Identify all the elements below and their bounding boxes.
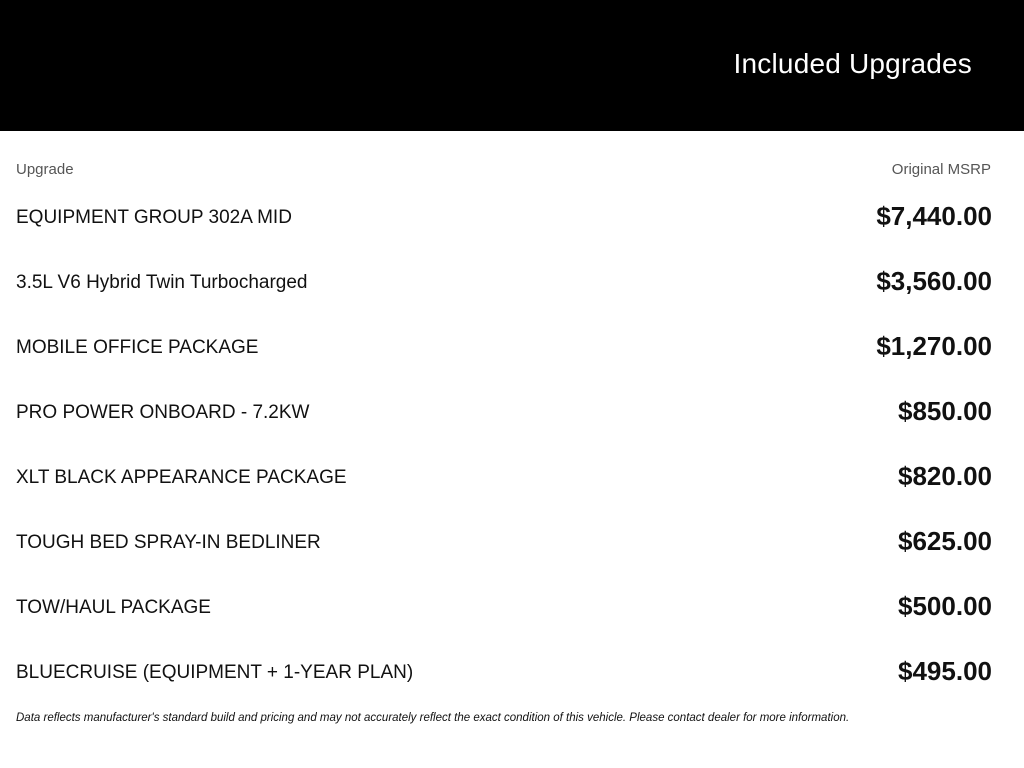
column-header-upgrade: Upgrade bbox=[16, 161, 74, 178]
upgrade-name: 3.5L V6 Hybrid Twin Turbocharged bbox=[16, 272, 308, 293]
upgrade-price: $850.00 bbox=[898, 396, 992, 426]
upgrade-price: $495.00 bbox=[898, 656, 992, 686]
list-item bbox=[0, 380, 1024, 445]
header-bar bbox=[0, 0, 1024, 131]
upgrade-name: BLUECRUISE (EQUIPMENT + 1-YEAR PLAN) bbox=[16, 662, 414, 683]
upgrade-price: $500.00 bbox=[898, 591, 992, 621]
upgrade-price: $3,560.00 bbox=[876, 266, 992, 296]
disclaimer-text: Data reflects manufacturer's standard build and pricing and may not accurately reflect the exact condition of this vehicle. Please contact dealer for more information. bbox=[16, 712, 850, 724]
upgrade-price: $625.00 bbox=[898, 526, 992, 556]
upgrade-price: $820.00 bbox=[898, 461, 992, 491]
upgrade-price: $1,270.00 bbox=[876, 331, 992, 361]
upgrade-price: $7,440.00 bbox=[876, 201, 992, 231]
list-item bbox=[0, 250, 1024, 315]
list-item bbox=[0, 315, 1024, 380]
upgrade-name: TOW/HAUL PACKAGE bbox=[16, 597, 211, 618]
upgrade-name: EQUIPMENT GROUP 302A MID bbox=[16, 207, 292, 228]
list-item bbox=[0, 640, 1024, 705]
list-item bbox=[0, 575, 1024, 640]
upgrade-name: MOBILE OFFICE PACKAGE bbox=[16, 337, 259, 358]
upgrade-name: TOUGH BED SPRAY-IN BEDLINER bbox=[16, 532, 321, 553]
column-header-msrp: Original MSRP bbox=[891, 161, 991, 178]
list-item bbox=[0, 185, 1024, 250]
list-item bbox=[0, 510, 1024, 575]
upgrade-name: PRO POWER ONBOARD - 7.2KW bbox=[16, 402, 310, 423]
list-item bbox=[0, 445, 1024, 510]
upgrade-name: XLT BLACK APPEARANCE PACKAGE bbox=[16, 467, 347, 488]
upgrades-list bbox=[0, 185, 1024, 705]
page-title: Included Upgrades bbox=[733, 48, 972, 79]
